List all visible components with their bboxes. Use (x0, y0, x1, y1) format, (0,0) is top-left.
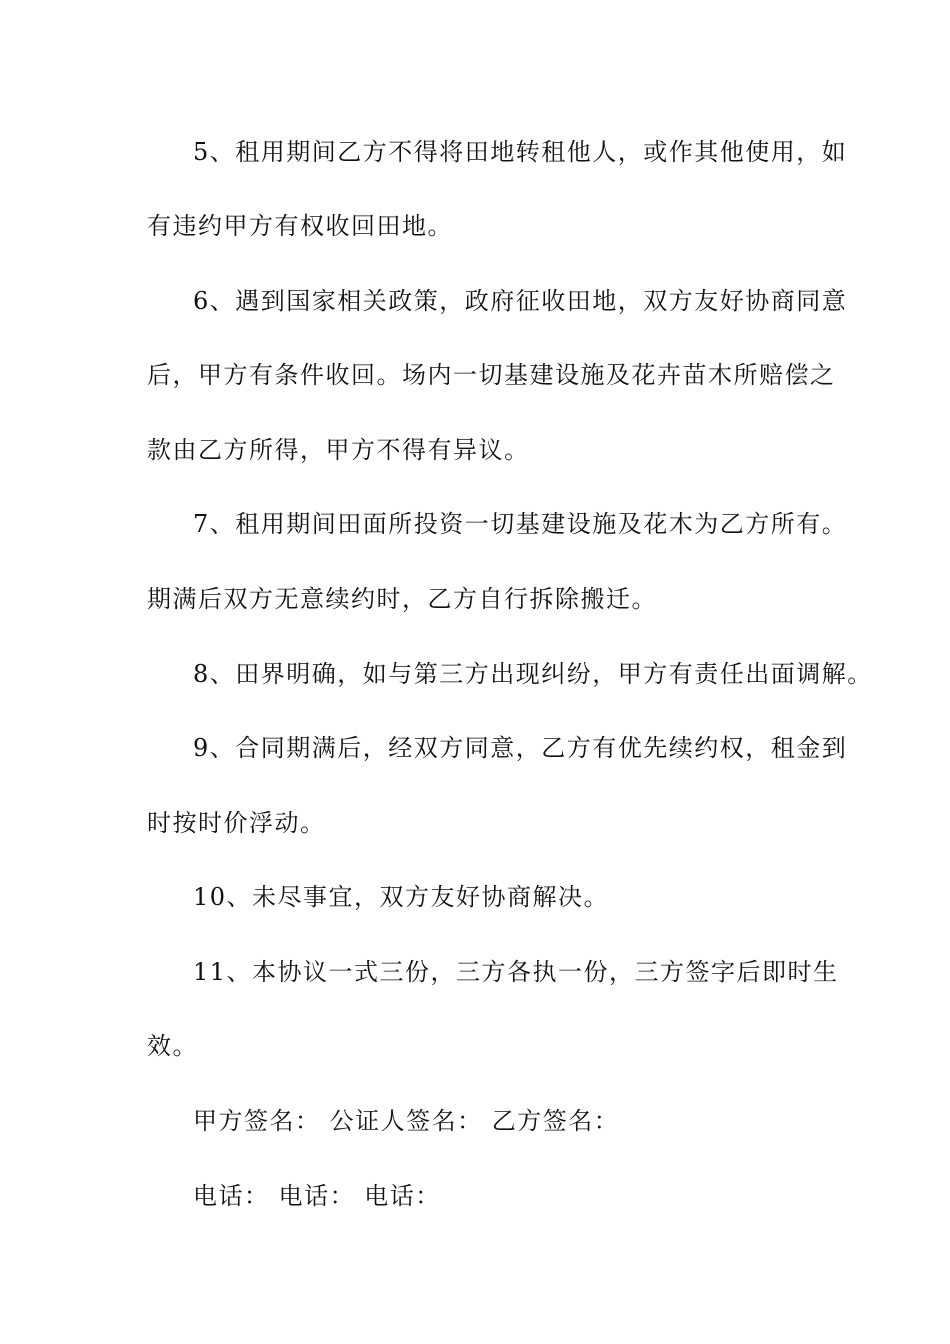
clause-9-line-2: 时按时价浮动。 (147, 809, 326, 837)
clause-5-line-1: 5、租用期间乙方不得将田地转租他人，或作其他使用，如 (193, 138, 848, 166)
clause-8-line-1: 8、田界明确，如与第三方出现纠纷，甲方有责任出面调解。 (193, 660, 873, 688)
clause-6-line-1: 6、遇到国家相关政策，政府征收田地，双方友好协商同意 (193, 287, 848, 315)
clause-7-line-2: 期满后双方无意续约时，乙方自行拆除搬迁。 (147, 585, 657, 613)
clause-6-line-2: 后，甲方有条件收回。场内一切基建设施及花卉苗木所赔偿之 (147, 361, 836, 389)
signature-line: 甲方签名： 公证人签名： 乙方签名： (193, 1107, 620, 1135)
clause-6-line-3: 款由乙方所得，甲方不得有异议。 (147, 436, 530, 464)
clause-11-line-2: 效。 (147, 1032, 198, 1060)
phone-line: 电话： 电话： 电话： (193, 1182, 441, 1210)
clause-7-line-1: 7、租用期间田面所投资一切基建设施及花木为乙方所有。 (193, 510, 848, 538)
clause-10-line-1: 10、未尽事宜，双方友好协商解决。 (193, 883, 610, 911)
clause-9-line-1: 9、合同期满后，经双方同意，乙方有优先续约权，租金到 (193, 734, 848, 762)
clause-5-line-2: 有违约甲方有权收回田地。 (147, 212, 453, 240)
clause-11-line-1: 11、本协议一式三份，三方各执一份，三方签字后即时生 (193, 958, 839, 986)
